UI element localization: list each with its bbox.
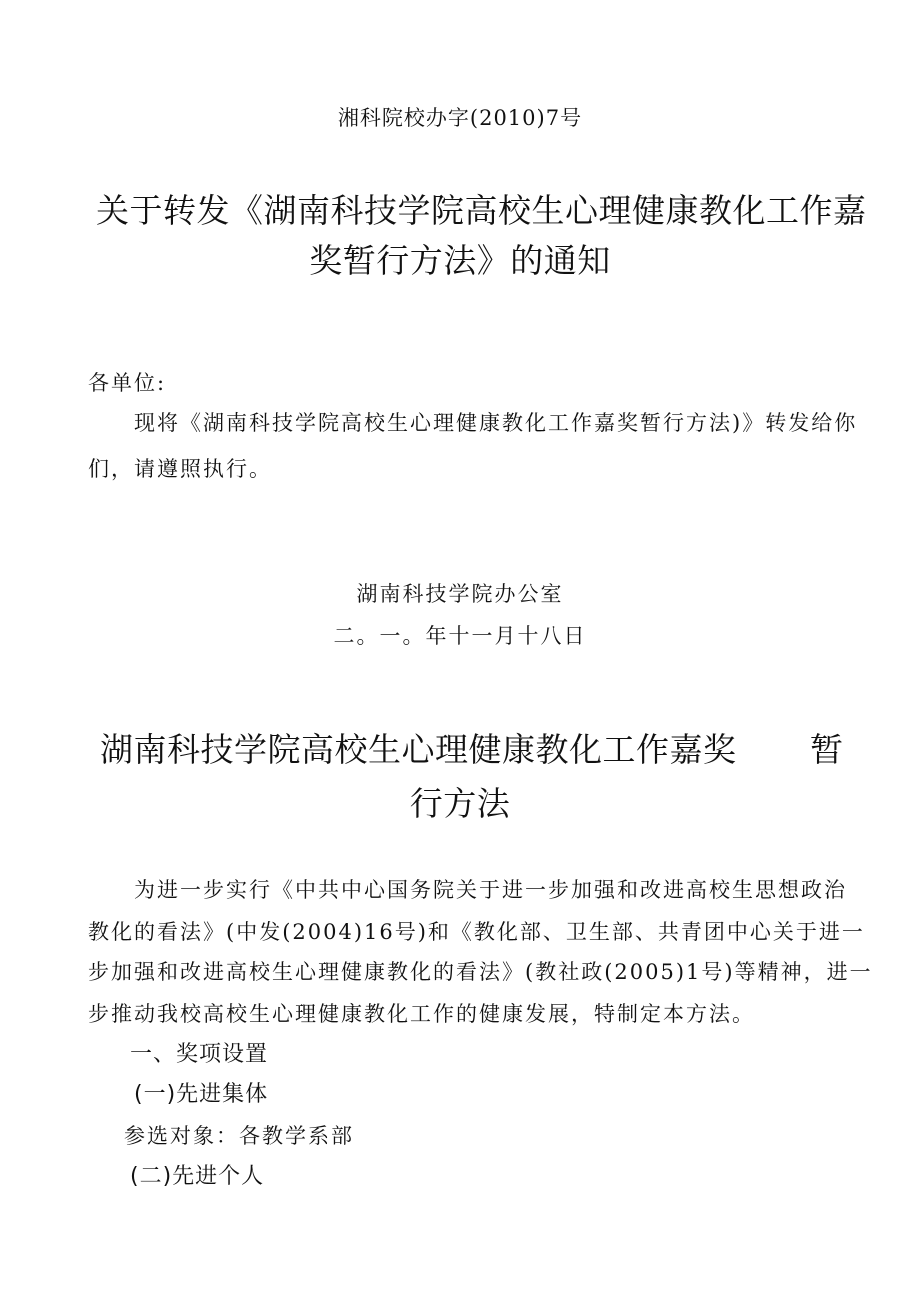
notice-title-line-1: 关于转发《湖南科技学院高校生心理健康教化工作嘉 <box>96 191 867 230</box>
notice-paragraph-line-2: 们，请遵照执行。 <box>88 457 272 481</box>
salutation: 各单位: <box>88 371 167 395</box>
issuer-name: 湖南科技学院办公室 <box>356 582 564 606</box>
regulation-title-line-2: 行方法 <box>409 784 511 823</box>
subsection-heading-collective: (一)先进集体 <box>134 1082 269 1107</box>
intro-paragraph-line-1: 为进一步实行《中共中心国务院关于进一步加强和改进高校生思想政治 <box>134 878 847 902</box>
intro-paragraph-line-4: 步推动我校高校生心理健康教化工作的健康发展，特制定本方法。 <box>88 1002 755 1026</box>
intro-paragraph-line-2: 教化的看法》(中发(2004)16号)和《教化部、卫生部、共青团中心关于进一 <box>88 920 865 944</box>
document-number: 湘科院校办字(2010)7号 <box>337 106 583 130</box>
intro-paragraph-line-3: 步加强和改进高校生心理健康教化的看法》(教社政(2005)1号)等精神，进一 <box>88 960 873 984</box>
subsection-detail-collective: 参选对象：各教学系部 <box>124 1124 354 1148</box>
notice-paragraph-line-1: 现将《湖南科技学院高校生心理健康教化工作嘉奖暂行方法)》转发给你 <box>134 411 858 435</box>
issue-date: 二。一。年十一月十八日 <box>333 624 587 648</box>
regulation-title-tail: 暂 <box>810 730 844 769</box>
subsection-heading-individual: (二)先进个人 <box>130 1164 265 1189</box>
regulation-title-line-1: 湖南科技学院高校生心理健康教化工作嘉奖 <box>100 730 737 769</box>
notice-title-line-2: 奖暂行方法》的通知 <box>309 241 611 280</box>
section-heading-awards: 一、奖项设置 <box>130 1042 269 1067</box>
